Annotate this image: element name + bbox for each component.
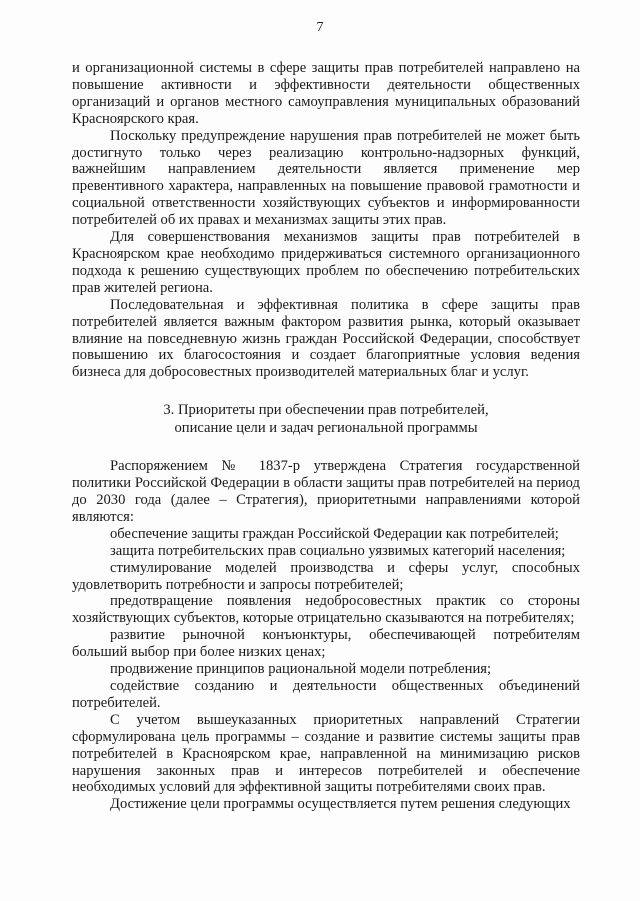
paragraph-continuation: и организационной системы в сфере защиты прав потребителей направлено на повышение активности и эффективности деятельности общественных организаций и органов местного самоуправления муниципальных образований Красноярского края. (72, 60, 580, 127)
section-heading-line2: описание цели и задач региональной программы (174, 420, 478, 437)
paragraph-prevention: Поскольку предупреждение нарушения прав потребителей не может быть достигнуто только через реализацию контрольно-надзорных функций, важнейшим направлением деятельности является применение мер превентивного характера, направленных на повышение правовой грамотности и социальной ответственности хозяйствующих субъектов и информированности потребителей об их правах и механизмах защиты этих прав. (72, 127, 580, 229)
priority-item: защита потребительских прав социально уязвимых категорий населения; (110, 542, 566, 559)
paragraph-policy: Последовательная и эффективная политика в сфере защиты прав потребителей является важным фактором развития рынка, который оказывает влияние на повседневную жизнь граждан Российской Федерации, способствует повышению их благосостояния и создает благоприятные условия ведения бизнеса для добросовестных производителей материальных благ и услуг. (72, 296, 580, 381)
priority-item: продвижение принципов рациональной модели потребления; (110, 661, 492, 678)
priority-item: стимулирование моделей производства и сферы услуг, способных удовлетворить потребности и запросы потребителей; (72, 559, 580, 593)
priority-item: обеспечение защиты граждан Российской Федерации как потребителей; (110, 525, 559, 542)
paragraph-final: Достижение цели программы осуществляется путем решения следующих (110, 796, 571, 813)
document-body (72, 60, 580, 813)
paragraph-improvement: Для совершенствования механизмов защиты прав потребителей в Красноярском крае необходимо придерживаться системного организационного подхода к решению существующих проблем по обеспечению потребительских прав жителей региона. (72, 229, 580, 296)
section-heading-line1: 3. Приоритеты при обеспечении прав потребителей, (163, 402, 489, 419)
section-heading (72, 401, 580, 437)
priority-item: содействие созданию и деятельности общественных объединений потребителей. (72, 678, 580, 711)
page-number: 7 (316, 20, 324, 35)
priority-item: развитие рыночной конъюнктуры, обеспечивающей потребителям больший выбор при более низких ценах; (72, 627, 580, 661)
priority-item: предотвращение появления недобросовестных практик со стороны хозяйствующих субъектов, которые отрицательно сказываются на потребителях; (72, 593, 580, 627)
paragraph-strategy-intro: Распоряжением № 1837-р утверждена Стратегия государственной политики Российской Федерации в области защиты прав потребителей на период до 2030 года (далее – Стратегия), приоритетными направлениями которой являются: (72, 458, 580, 525)
priorities-list (72, 526, 580, 712)
paragraph-goal: С учетом вышеуказанных приоритетных направлений Стратегии сформулирована цель программы – создание и развитие системы защиты прав потребителей в Красноярском крае, направленной на минимизацию рисков нарушения законных прав и интересов потребителей и обеспечение необходимых условий для эффективной защиты потребителями своих прав. (72, 711, 580, 796)
